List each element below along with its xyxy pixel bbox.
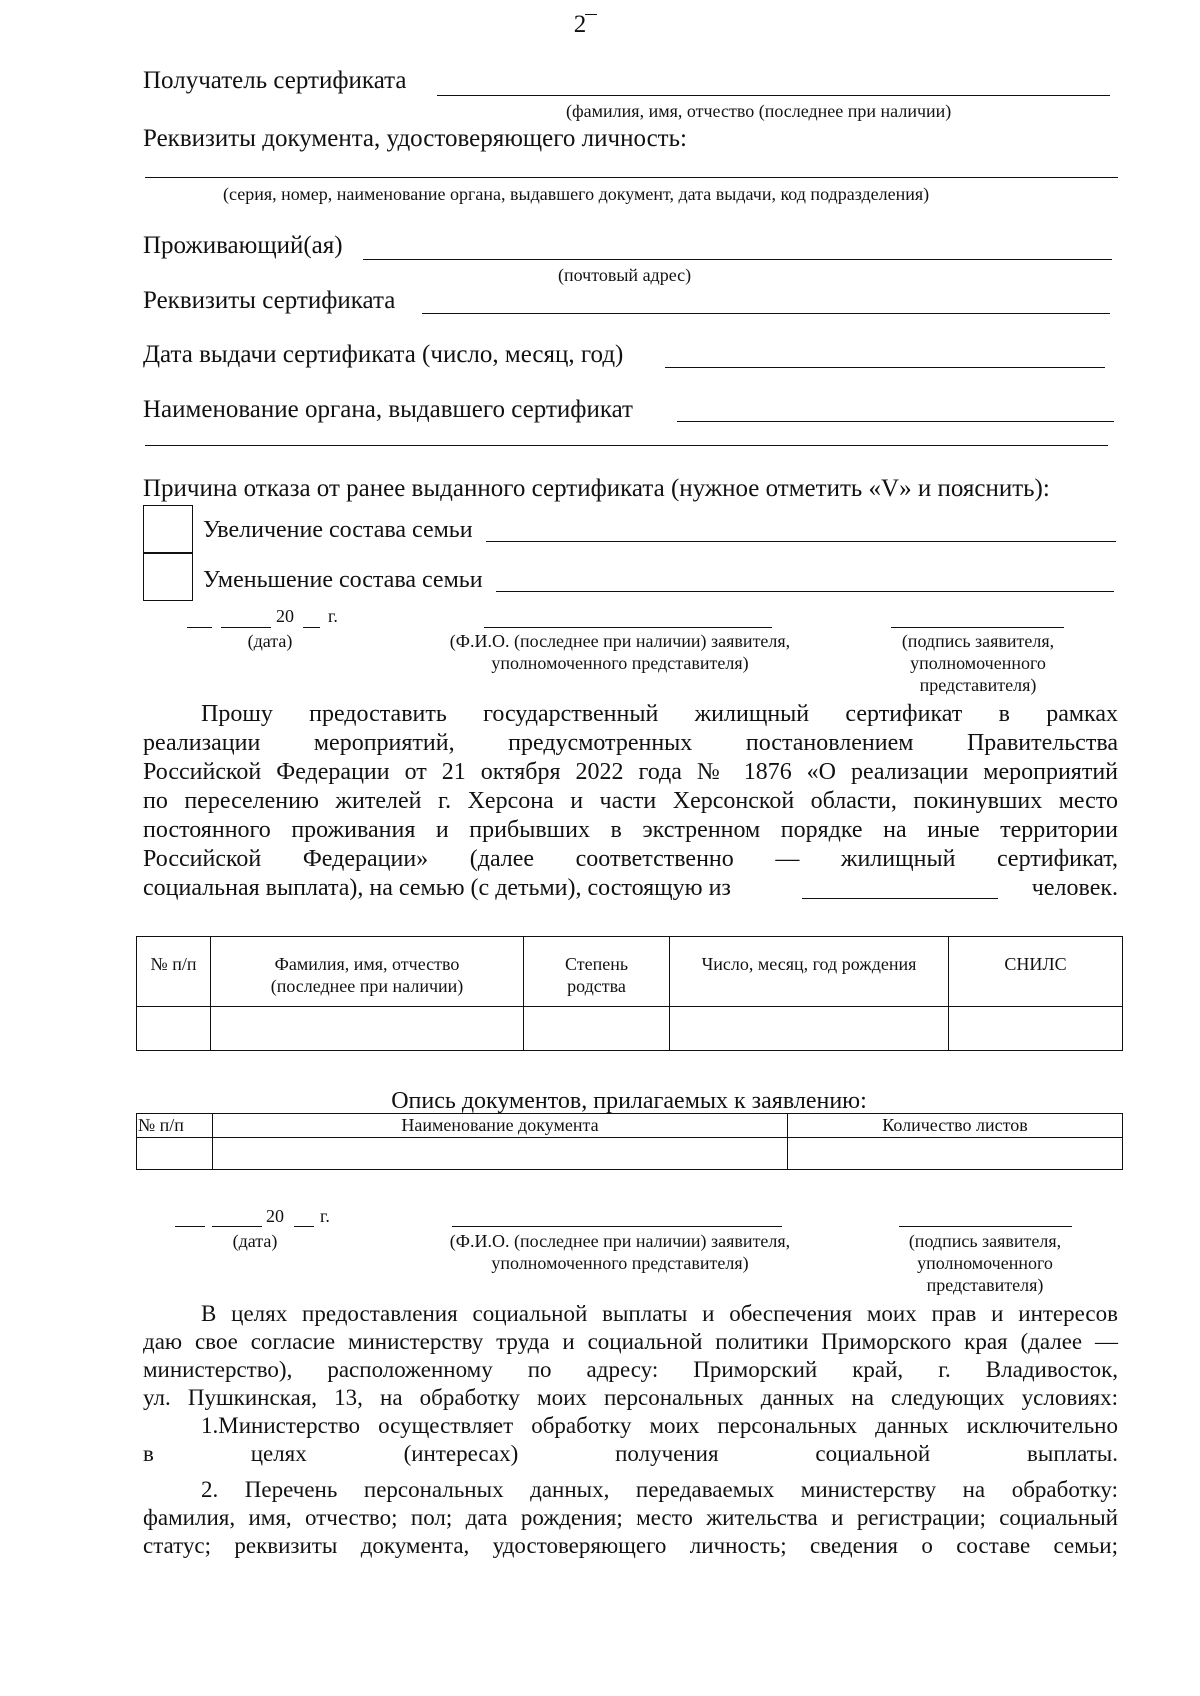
sig2-year-line[interactable]: [294, 1226, 314, 1227]
page-number: 2: [573, 11, 587, 38]
recipient-input-line[interactable]: [437, 95, 1110, 96]
sig2-name-caption-2: уполномоченного представителя): [491, 1253, 749, 1273]
request-line-7: [143, 874, 1118, 903]
certificate-date-input-line[interactable]: [665, 367, 1105, 368]
request-line-7-start: социальная выплата), на семью (с детьми), состоящую из: [143, 875, 731, 901]
refusal-option-increase-label: Увеличение состава семьи: [203, 517, 473, 543]
request-line-2: реализации мероприятий, предусмотренных постановлением Правительства: [143, 730, 1118, 756]
consent-p2-line-2: в целях (интересах) получения социальной выплаты.: [143, 1441, 1118, 1466]
sig2-signature-line[interactable]: [899, 1226, 1072, 1227]
sig1-date-caption: (дата): [247, 631, 293, 651]
sig2-sign-caption-3: представителя): [926, 1275, 1044, 1295]
sig2-sign-caption-2: уполномоченного: [917, 1253, 1053, 1273]
family-header-snils-text: СНИЛС: [1004, 954, 1067, 974]
sig1-month-line[interactable]: [221, 627, 271, 628]
family-header-name-line2: (последнее при наличии): [270, 976, 464, 996]
residence-input-line[interactable]: [363, 259, 1112, 260]
consent-p1-line-2: даю свое согласие министерству труда и социальной политики Приморского края (далее —: [143, 1329, 1118, 1354]
refusal-heading: Причина отказа от ранее выданного сертификата (нужное отметить «V» и пояснить):: [143, 475, 1050, 502]
family-cell-birthdate[interactable]: [670, 1007, 949, 1051]
consent-section: [143, 1300, 1118, 1560]
documents-cell-sheets[interactable]: [788, 1138, 1123, 1170]
certificate-issuer-input-line[interactable]: [677, 421, 1114, 422]
family-cell-relation[interactable]: [524, 1007, 670, 1051]
sig1-day-line[interactable]: [187, 627, 212, 628]
request-line-1: Прошу предоставить государственный жилищный сертификат в рамках: [201, 701, 1118, 727]
sig1-name-line[interactable]: [484, 627, 772, 628]
page-number-mark: [585, 14, 597, 15]
consent-p1-line-3: министерство), расположенному по адресу: Приморский край, г. Владивосток,: [143, 1357, 1118, 1382]
family-header-number: [137, 937, 211, 1007]
residence-caption: (почтовый адрес): [558, 265, 692, 285]
family-header-birthdate: [670, 937, 949, 1007]
sig1-sign-caption-2: уполномоченного: [910, 653, 1046, 673]
consent-p3-line-2: фамилия, имя, отчество; пол; дата рождения; место жительства и регистрации; социальный: [143, 1505, 1118, 1530]
sig1-name-caption-1: (Ф.И.О. (последнее при наличии) заявителя,: [449, 631, 791, 651]
sig2-sign-caption-1: (подпись заявителя,: [908, 1231, 1062, 1251]
family-header-relation: [524, 937, 670, 1007]
sig1-signature-line[interactable]: [891, 627, 1064, 628]
family-size-input-line[interactable]: [802, 898, 998, 899]
sig2-month-line[interactable]: [212, 1226, 262, 1227]
documents-header-sheets: Количество листов: [788, 1114, 1123, 1138]
sig1-name-caption-2: уполномоченного представителя): [491, 653, 749, 673]
family-header-name: [211, 937, 524, 1007]
family-table-row: [137, 1007, 1123, 1051]
family-header-snils: [949, 937, 1123, 1007]
sig2-name-line[interactable]: [452, 1226, 782, 1227]
refusal-option-decrease-label: Уменьшение состава семьи: [203, 567, 483, 593]
family-cell-name[interactable]: [211, 1007, 524, 1051]
recipient-label: Получатель сертификата: [143, 67, 407, 94]
family-table: [136, 936, 1123, 1051]
sig1-sign-caption-1: (подпись заявителя,: [901, 631, 1055, 651]
sig2-date-caption: (дата): [232, 1231, 278, 1251]
family-cell-number[interactable]: [137, 1007, 211, 1051]
request-paragraph: [143, 700, 1118, 903]
certificate-details-input-line[interactable]: [422, 313, 1110, 314]
sig1-sign-caption-3: представителя): [919, 675, 1037, 695]
sig1-year-suffix: г.: [328, 606, 338, 626]
family-header-name-line1: Фамилия, имя, отчество: [274, 954, 460, 974]
documents-table: [136, 1113, 1123, 1170]
request-line-5: постоянного проживания и прибывших в экстренном порядке на иные территории: [143, 817, 1118, 843]
request-line-4: по переселению жителей г. Херсона и части Херсонской области, покинувших место: [143, 788, 1118, 814]
recipient-caption: (фамилия, имя, отчество (последнее при наличии): [566, 101, 952, 121]
refusal-increase-input-line[interactable]: [486, 541, 1116, 542]
consent-p3-line-1: 2. Перечень персональных данных, передаваемых министерству на обработку:: [201, 1477, 1118, 1502]
identity-caption: (серия, номер, наименование органа, выдавшего документ, дата выдачи, код подразделения): [223, 184, 930, 204]
consent-p1-line-4: ул. Пушкинская, 13, на обработку моих персональных данных на следующих условиях:: [143, 1385, 1118, 1410]
refusal-checkbox-decrease[interactable]: [143, 553, 193, 601]
documents-header-name: Наименование документа: [213, 1114, 788, 1138]
sig1-year-line[interactable]: [303, 627, 320, 628]
family-header-relation-line1: Степень: [564, 954, 629, 974]
sig2-name-caption-1: (Ф.И.О. (последнее при наличии) заявителя,: [449, 1231, 791, 1251]
residence-label: Проживающий(ая): [143, 232, 343, 259]
documents-table-header-row: [137, 1114, 1123, 1138]
documents-heading: Опись документов, прилагаемых к заявлению:: [391, 1088, 867, 1114]
consent-p1-line-1: В целях предоставления социальной выплаты и обеспечения моих прав и интересов: [201, 1301, 1118, 1326]
documents-cell-name[interactable]: [213, 1138, 788, 1170]
sig2-year-suffix: г.: [320, 1206, 330, 1226]
documents-cell-number[interactable]: [137, 1138, 213, 1170]
certificate-details-label: Реквизиты сертификата: [143, 287, 396, 314]
sig2-year-prefix: 20: [266, 1206, 284, 1226]
family-header-number-text: № п/п: [150, 954, 197, 974]
refusal-decrease-input-line[interactable]: [496, 591, 1114, 592]
sig2-day-line[interactable]: [175, 1226, 205, 1227]
certificate-issuer-label: Наименование органа, выдавшего сертификат: [143, 396, 633, 423]
certificate-issuer-input-line-2[interactable]: [145, 445, 1108, 446]
refusal-checkbox-increase[interactable]: [143, 505, 193, 553]
documents-table-row: [137, 1138, 1123, 1170]
consent-p3-line-3: статус; реквизиты документа, удостоверяющего личность; сведения о составе семьи;: [143, 1533, 1118, 1558]
consent-p2-line-1: 1.Министерство осуществляет обработку моих персональных данных исключительно: [201, 1413, 1118, 1438]
documents-header-number: № п/п: [137, 1114, 213, 1138]
family-header-relation-line2: родства: [567, 976, 626, 996]
request-line-6: Российской Федерации» (далее соответственно — жилищный сертификат,: [143, 846, 1118, 872]
certificate-date-label: Дата выдачи сертификата (число, месяц, год): [143, 341, 624, 368]
family-header-birthdate-text: Число, месяц, год рождения: [701, 954, 917, 974]
sig1-year-prefix: 20: [276, 606, 294, 626]
family-table-header-row: [137, 937, 1123, 1007]
identity-input-line[interactable]: [145, 177, 1118, 178]
request-line-3: Российской Федерации от 21 октября 2022 года № 1876 «О реализации мероприятий: [143, 759, 1118, 785]
family-cell-snils[interactable]: [949, 1007, 1123, 1051]
request-line-7-end: человек.: [1031, 875, 1118, 901]
identity-label: Реквизиты документа, удостоверяющего личность:: [143, 125, 687, 152]
